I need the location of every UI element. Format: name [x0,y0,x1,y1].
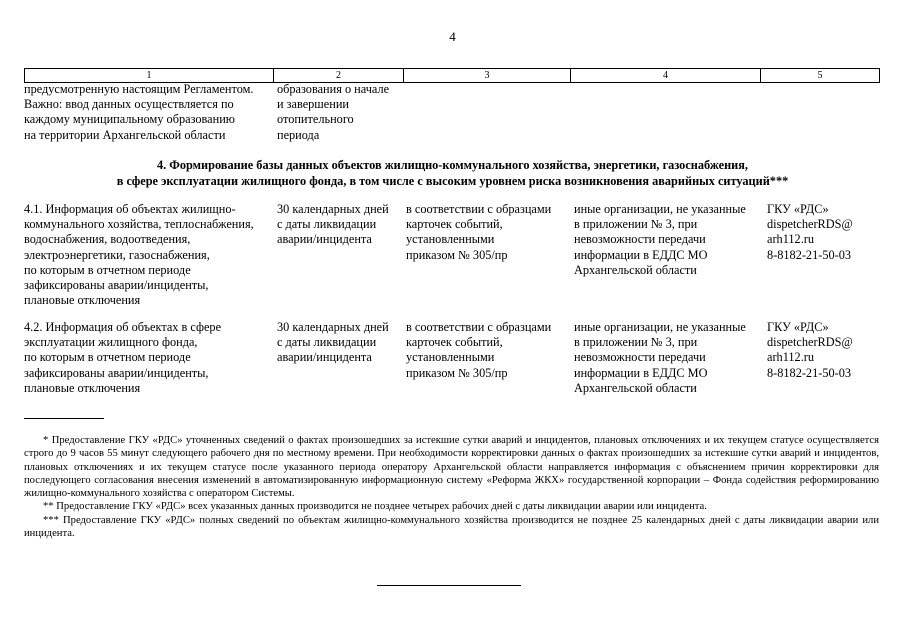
text-line: ГКУ «РДС» [767,202,829,216]
text-line: в приложении № 3, при [574,217,698,232]
column-number-1: 1 [25,69,274,82]
text-line: периода [277,127,320,142]
text-line: с даты ликвидации [277,335,377,350]
text-line: предусмотренную настоящим Регламентом. [24,82,254,96]
text-line: водоснабжения, водоотведения, [24,232,191,247]
footnote-separator [24,418,104,419]
column-number-2: 2 [274,69,404,82]
continuation-col2 [277,82,389,143]
text-line: невозможности передачи [574,350,706,365]
text-line: отопительного [277,112,354,127]
text-line: и завершении [277,97,349,112]
continuation-col1 [24,82,254,143]
text-line: на территории Архангельской области [24,127,226,142]
text-line: карточек событий, [406,217,503,232]
footnote-2: ** Предоставление ГКУ «РДС» всех указанных данных производится не позднее четырех рабочих дней с даты ликвидации аварии или инцидента. [43,501,707,513]
section-title-line: в сфере эксплуатации жилищного фонда, в том числе с высоким уровнем риска возникновения аварийных ситуаций*** [116,173,789,188]
row-4-2-form [406,320,551,381]
column-number-header [24,68,880,83]
section-title-line: 4. Формирование базы данных объектов жилищно-коммунального хозяйства, энергетики, газоснабжения, [157,158,748,172]
column-number-5: 5 [761,69,880,82]
column-number-4: 4 [571,69,761,82]
phone-number: 8-8182-21-50-03 [767,247,852,262]
row-4-1-recipient [767,202,853,263]
email-line: dispetcherRDS@ [767,335,853,350]
text-line: зафиксированы аварии/инциденты, [24,278,209,293]
row-4-1-description [24,202,254,308]
text-line: в соответствии с образцами [406,320,552,334]
text-line: эксплуатации жилищного фонда, [24,335,198,350]
text-line: плановые отключения [24,293,141,308]
column-number-3: 3 [404,69,571,82]
phone-number: 8-8182-21-50-03 [767,365,852,380]
row-4-2-provider [574,320,746,396]
text-line: невозможности передачи [574,232,706,247]
text-line: каждому муниципальному образованию [24,112,235,127]
text-line: Архангельской области [574,380,697,395]
text-line: зафиксированы аварии/инциденты, [24,365,209,380]
row-4-2-recipient [767,320,853,381]
text-line: 4.1. Информация об объектах жилищно- [24,202,236,216]
text-line: Архангельской области [574,262,697,277]
text-line: приказом № 305/пр [406,247,508,262]
text-line: установленными [406,350,495,365]
end-separator-line [377,585,521,586]
text-line: образования о начале [277,82,390,96]
text-line: коммунального хозяйства, теплоснабжения, [24,217,254,232]
row-4-1-deadline [277,202,389,248]
text-line: информации в ЕДДС МО [574,247,708,262]
footnote-3: *** Предоставление ГКУ «РДС» полных сведений по объектам жилищно-коммунального хозяйства производится не позднее 25 календарных дней с даты ликвидации аварии или инцидента. [24,514,879,540]
footnotes [24,434,879,540]
text-line: карточек событий, [406,335,503,350]
text-line: плановые отключения [24,380,141,395]
email-line: arh112.ru [767,232,815,247]
section-title [0,158,905,189]
text-line: приказом № 305/пр [406,365,508,380]
text-line: 4.2. Информация об объектах в сфере [24,320,222,334]
email-line: dispetcherRDS@ [767,217,853,232]
row-4-1-provider [574,202,746,278]
page-number: 4 [449,29,456,44]
text-line: иные организации, не указанные [574,320,746,334]
text-line: в соответствии с образцами [406,202,552,216]
text-line: по которым в отчетном периоде [24,262,191,277]
text-line: электроэнергетики, газоснабжения, [24,247,210,262]
footnote-1: * Предоставление ГКУ «РДС» уточненных сведений о фактах произошедших за истекшие сутки аварий и инцидентов, плановых отключениях и их текущем статусе осуществляется строго до 9 часов 55 минут следующего рабочего дня по местному времени. При необходимости корректировки данных о фактах произошедших за истекшие сутки аварий и инцидентов, плановых отключениях и их текущем статусе после указанного периода оператору Архангельской области направляется информация с объяснением причин корректировки для последующего согласования внесения изменений в автоматизированную информационную систему «Реформа ЖКХ» государственной корпорации – Фонда содействия реформированию жилищно-коммунального хозяйства с оператором Системы. [24,435,879,500]
text-line: иные организации, не указанные [574,202,746,216]
text-line: аварии/инцидента [277,350,372,365]
text-line: 30 календарных дней [277,320,389,334]
email-line: arh112.ru [767,350,815,365]
row-4-1-form [406,202,551,263]
text-line: по которым в отчетном периоде [24,350,191,365]
text-line: 30 календарных дней [277,202,389,216]
row-4-2-deadline [277,320,389,366]
text-line: Важно: ввод данных осуществляется по [24,97,234,112]
text-line: информации в ЕДДС МО [574,365,708,380]
text-line: аварии/инцидента [277,232,372,247]
text-line: с даты ликвидации [277,217,377,232]
text-line: установленными [406,232,495,247]
text-line: в приложении № 3, при [574,335,698,350]
row-4-2-description [24,320,221,396]
text-line: ГКУ «РДС» [767,320,829,334]
